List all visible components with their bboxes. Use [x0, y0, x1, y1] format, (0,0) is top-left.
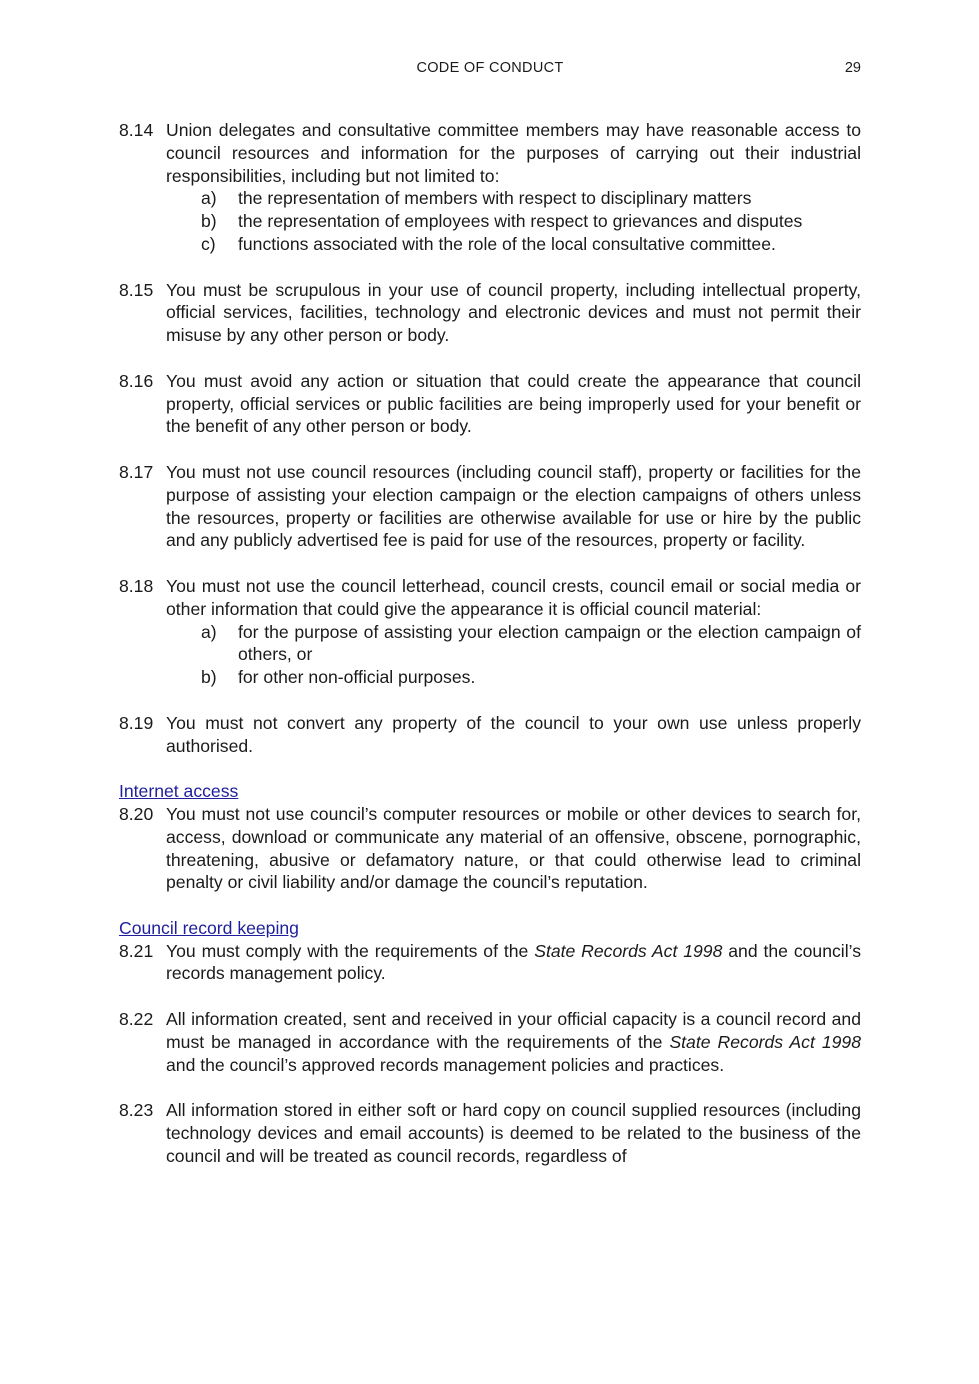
list-item-label: c) [201, 233, 216, 254]
clause-body [166, 370, 861, 438]
clause-body [166, 119, 861, 256]
clause [119, 370, 861, 438]
clause-body [166, 712, 861, 758]
list-item [201, 210, 861, 233]
clause-text: You must not use council’s computer resources or mobile or other devices to search for, access, download or communicate any material of an offensive, obscene, pornographic, threatening, abusive or defamatory nature, or that could otherwise lead to criminal penalty or civil liability and/or damage the council’s reputation. [166, 803, 861, 893]
clause [119, 461, 861, 552]
clause [119, 575, 861, 689]
clause [119, 803, 861, 894]
clause-text [166, 940, 861, 986]
clause-body [166, 575, 861, 689]
list-item [201, 666, 861, 689]
clause-number: 8.14 [119, 120, 154, 140]
document-title: CODE OF CONDUCT [416, 60, 564, 76]
clause-text: You must avoid any action or situation that could create the appearance that council property, official services or public facilities are being improperly used for your benefit or the benefit of any other person or body. [166, 370, 861, 437]
clause-body [166, 1099, 861, 1167]
clause-number: 8.16 [119, 370, 154, 391]
list-item-label: a) [201, 188, 217, 209]
document-body [119, 119, 861, 1190]
clause [119, 119, 861, 256]
section [119, 780, 861, 894]
section [119, 917, 861, 1168]
clause-number: 8.21 [119, 940, 154, 961]
list-item [201, 187, 861, 210]
section-heading: Council record keeping [119, 917, 299, 938]
text-segment: and the council’s approved records management policies and practices. [166, 1054, 725, 1075]
list-item-label: b) [201, 667, 217, 688]
act-title: State Records Act 1998 [534, 940, 723, 961]
clause-text: You must be scrupulous in your use of council property, including intellectual property, official services, facilities, technology and electronic devices and must not permit their misuse by any other person or body. [166, 279, 861, 346]
list-item-label: b) [201, 211, 217, 232]
clause-text: Union delegates and consultative committee members may have reasonable access to council resources and information for the purposes of carrying out their industrial responsibilities, including but not limited to: [166, 120, 861, 186]
clause [119, 1008, 861, 1076]
clause-number: 8.19 [119, 712, 154, 733]
clause-number: 8.23 [119, 1100, 154, 1121]
clause-text: All information stored in either soft or hard copy on council supplied resources (including technology devices and email accounts) is deemed to be related to the business of the council and will be treated as council records, regardless of [166, 1100, 861, 1166]
clause-body [166, 279, 861, 347]
list-item-text: functions associated with the role of the local consultative committee. [238, 233, 776, 254]
text-segment: and the council’s records management policy. [166, 940, 862, 984]
page-header [119, 60, 861, 80]
list-item-text: the representation of employees with respect to grievances and disputes [238, 211, 803, 232]
clause-number: 8.20 [119, 803, 154, 824]
clause-number: 8.17 [119, 461, 154, 482]
list-item-label: a) [201, 621, 217, 642]
clause-body [166, 803, 861, 894]
clause-text: You must not use the council letterhead, council crests, council email or social media or other information that could give the appearance it is official council material: [166, 575, 861, 619]
list-item [201, 233, 861, 256]
clause-text: You must not convert any property of the council to your own use unless properly authorised. [166, 712, 861, 756]
clause-body [166, 461, 861, 552]
clause [119, 940, 861, 986]
list-item-text: for the purpose of assisting your election campaign or the election campaign of others, or [238, 621, 861, 665]
list-item [201, 621, 861, 667]
clause-number: 8.22 [119, 1009, 154, 1030]
clause [119, 712, 861, 758]
clause-number: 8.15 [119, 279, 154, 300]
clause [119, 279, 861, 347]
text-segment: All information created, sent and received in your official capacity is a council record and must be managed in accordance with the requirements of the [166, 1009, 861, 1052]
clause-number: 8.18 [119, 575, 154, 596]
clause-text [166, 1008, 861, 1076]
section [119, 119, 861, 757]
section-heading: Internet access [119, 781, 239, 802]
clause [119, 1099, 861, 1167]
page-number: 29 [844, 60, 861, 76]
act-title: State Records Act 1998 [669, 1031, 861, 1052]
text-segment: You must comply with the requirements of the [166, 940, 535, 961]
clause-body [166, 940, 861, 986]
list-item-text: for other non-official purposes. [238, 667, 476, 688]
clause-body [166, 1008, 861, 1076]
clause-text: You must not use council resources (including council staff), property or facilities for the purpose of assisting your election campaign or the election campaigns of others unless the resources, property or facilities are otherwise available for use or hire by the public and any publicly advertised fee is paid for use of the resources, property or facility. [166, 461, 861, 551]
list-item-text: the representation of members with respect to disciplinary matters [238, 188, 752, 209]
